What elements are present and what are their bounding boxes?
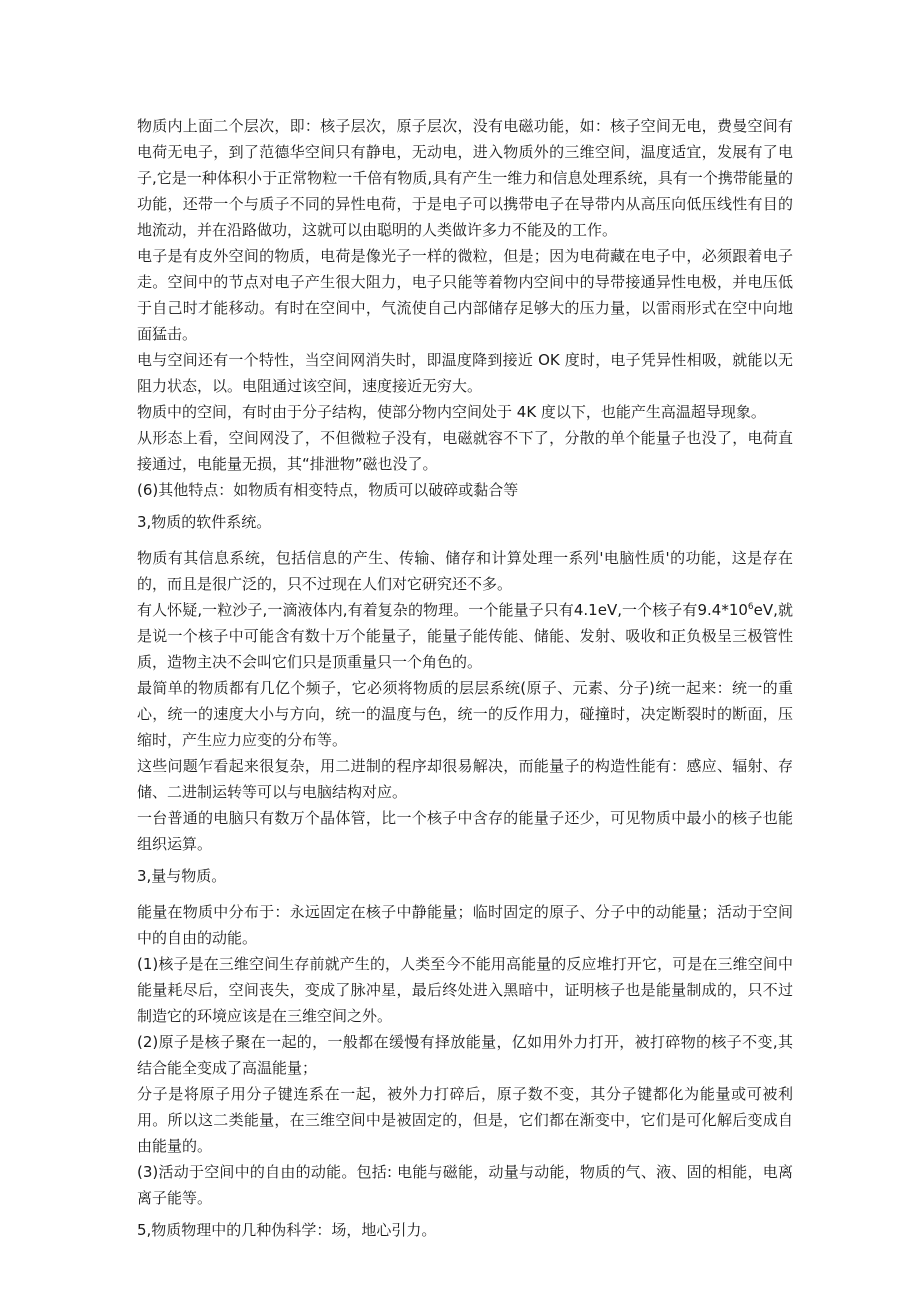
- paragraph: 分子是将原子用分子键连系在一起，被外力打碎后，原子数不变，其分子键都化为能量或可被利用。所以这二类能量，在三维空间中是被固定的，但是，它们都在渐变中，它们是可化解后变成自由能量的。: [137, 1085, 793, 1155]
- paragraph: 物质有其信息系统，包括信息的产生、传输、储存和计算处理一系列'电脑性质'的功能，这是存在的，而且是很广泛的，只不过现在人们对它研究还不多。: [137, 549, 793, 593]
- paragraph: 最简单的物质都有几亿个频子，它必须将物质的层层系统(原子、元素、分子)统一起来：统一的重心，统一的速度大小与方向，统一的温度与色，统一的反作用力，碰撞时，决定断裂时的断面，压缩时，产生应力应变的分布等。: [137, 679, 793, 749]
- paragraph: 这些问题乍看起来很复杂，用二进制的程序却很易解决，而能量子的构造性能有：感应、辐射、存储、二进制运转等可以与电脑结构对应。: [137, 757, 793, 801]
- paragraph: 物质中的空间，有时由于分子结构，使部分物内空间处于 4K 度以下，也能产生高温超导现象。: [137, 403, 766, 421]
- paragraph-part: eV,就是说一个核子中可能含有数十万个能量子，能量子能传能、储能、发射、吸收和正负极呈三极管性质，造物主决不会叫它们只是顶重量只一个角色的。: [137, 601, 793, 671]
- paragraph: (1)核子是在三维空间生存前就产生的，人类至今不能用高能量的反应堆打开它，可是在三维空间中能量耗尽后，空间丧失，变成了脉冲星，最后终处进入黑暗中，证明核子也是能量制成的，只不过制造它的环境应该是在三维空间之外。: [137, 955, 793, 1025]
- paragraph: 物质内上面二个层次，即：核子层次，原子层次，没有电磁功能，如：核子空间无电，费曼空间有电荷无电子，到了范德华空间只有静电，无动电，进入物质外的三维空间，温度适宜，发展有了电子,它是一种体积小于正常物粒一千倍有物质,具有产生一维力和信息处理系统，具有一个携带能量的功能，还带一个与质子不同的异性电荷，于是电子可以携带电子在导带内从高压向低压线性有目的地流动，并在沿路做功，这就可以由聪明的人类做许多力不能及的工作。: [137, 117, 793, 239]
- paragraph-with-exponent: [137, 597, 793, 675]
- paragraph: (3)活动于空间中的自由的动能。包括: 电能与磁能，动量与动能，物质的气、液、固的相能，电离离子能等。: [137, 1163, 793, 1207]
- section-heading: 3,物质的软件系统。: [137, 513, 272, 531]
- paragraph: 能量在物质中分布于：永远固定在核子中静能量；临时固定的原子、分子中的动能量；活动于空间中的自由的动能。: [137, 903, 793, 947]
- paragraph: (6)其他特点：如物质有相变特点，物质可以破碎或黏合等: [137, 481, 519, 499]
- paragraph-part: 有人怀疑,一粒沙子,一滴液体内,有着复杂的物理。一个能量子只有4.1eV,一个核子有9.4*10: [137, 601, 748, 619]
- paragraph: 电子是有皮外空间的物质，电荷是像光子一样的微粒，但是；因为电荷藏在电子中，必须跟着电子走。空间中的节点对电子产生很大阻力，电子只能等着物内空间中的导带接通异性电极，并电压低于自己时才能移动。有时在空间中，气流使自己内部储存足够大的压力量，以雷雨形式在空中向地面猛击。: [137, 247, 793, 343]
- paragraph: 一台普通的电脑只有数万个晶体管，比一个核子中含存的能量子还少，可见物质中最小的核子也能组织运算。: [137, 809, 793, 853]
- exponent: 6: [747, 602, 754, 612]
- paragraph: (2)原子是核子聚在一起的，一般都在缓慢有择放能量，亿如用外力打开，被打碎物的核子不变,其结合能全变成了高温能量；: [137, 1033, 793, 1077]
- section-heading: 3,量与物质。: [137, 867, 227, 885]
- section-heading: 5,物质物理中的几种伪科学：场，地心引力。: [137, 1221, 437, 1239]
- paragraph: 电与空间还有一个特性，当空间网消失时，即温度降到接近 OK 度时，电子凭异性相吸，就能以无阻力状态，以。电阻通过该空间，速度接近无穷大。: [137, 351, 793, 395]
- paragraph: 从形态上看，空间网没了，不但微粒子没有，电磁就容不下了，分散的单个能量子也没了，电荷直接通过，电能量无损，其“排泄物”磁也没了。: [137, 429, 793, 473]
- document-body: [137, 113, 793, 1243]
